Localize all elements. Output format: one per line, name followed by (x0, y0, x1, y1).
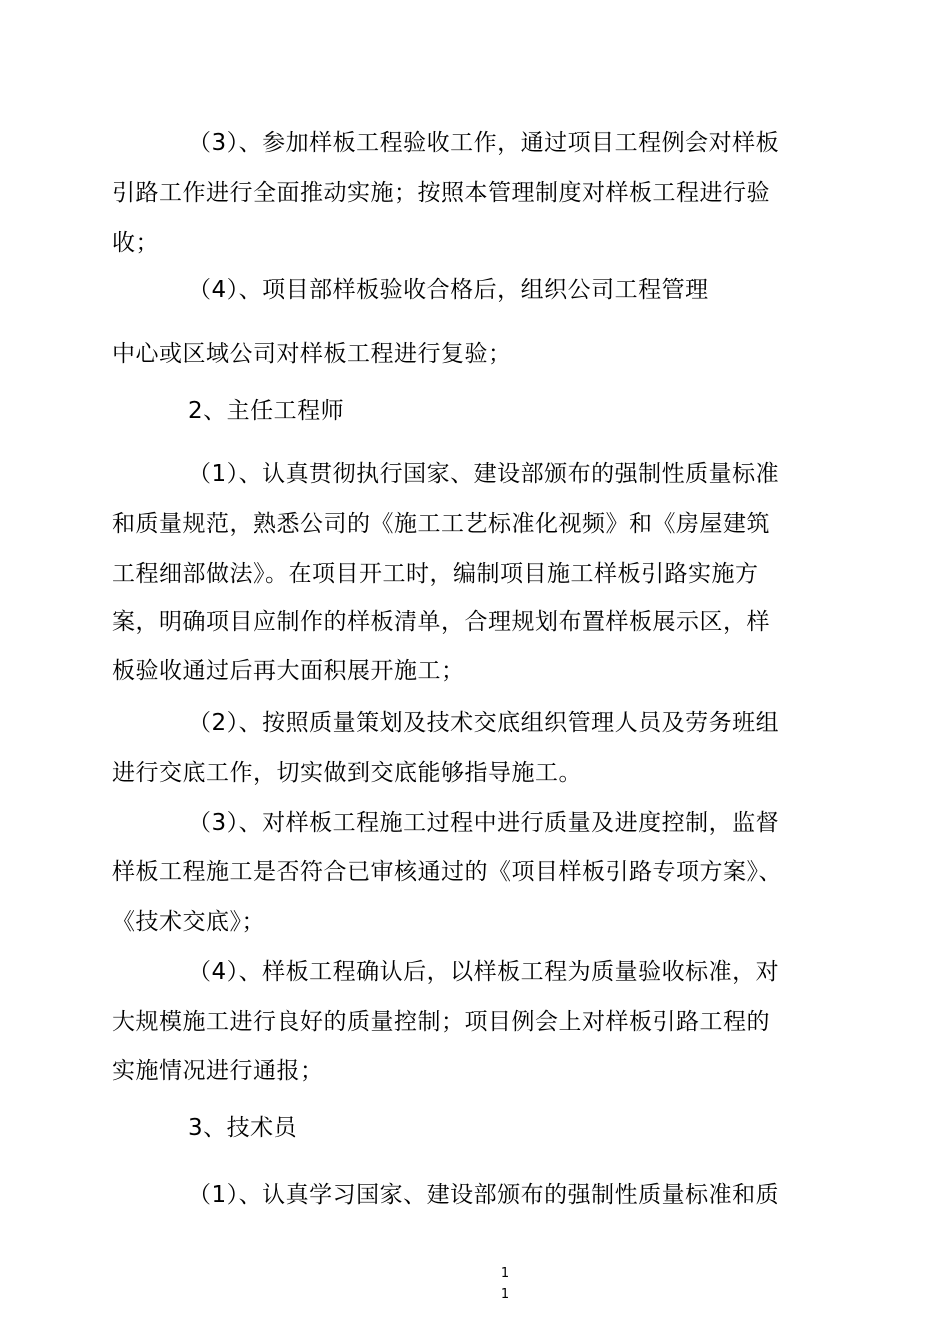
page-number: 1 (500, 1266, 510, 1281)
paragraph-line: 《技术交底》； (112, 909, 265, 935)
paragraph-line: 实施情况进行通报； (112, 1058, 324, 1084)
paragraph-line: 样板工程施工是否符合已审核通过的《项目样板引路专项方案》、 (112, 859, 782, 885)
paragraph-line: 引路工作进行全面推动实施；按照本管理制度对样板工程进行验 (112, 180, 770, 206)
paragraph-line: 中心或区域公司对样板工程进行复验； (112, 341, 512, 367)
paragraph-line: （4）、样板工程确认后，以样板工程为质量验收标准，对 (188, 959, 780, 985)
paragraph-line: （3）、参加样板工程验收工作，通过项目工程例会对样板 (188, 130, 780, 156)
paragraph-line: （1）、认真学习国家、建设部颁布的强制性质量标准和质 (188, 1182, 780, 1208)
section-heading: 2、主任工程师 (188, 398, 345, 424)
paragraph-line: 进行交底工作，切实做到交底能够指导施工。 (112, 760, 582, 786)
paragraph-line: 大规模施工进行良好的质量控制；项目例会上对样板引路工程的 (112, 1009, 770, 1035)
paragraph-line: 收； (112, 230, 159, 256)
page-number-total: 1 (500, 1287, 510, 1302)
paragraph-line: 工程细部做法》。在项目开工时，编制项目施工样板引路实施方 (112, 561, 759, 587)
paragraph-line: （3）、对样板工程施工过程中进行质量及进度控制，监督 (188, 810, 780, 836)
paragraph-line: 板验收通过后再大面积展开施工； (112, 658, 465, 684)
section-heading: 3、技术员 (188, 1115, 298, 1141)
paragraph-line: 和质量规范，熟悉公司的《施工工艺标准化视频》和《房屋建筑 (112, 511, 770, 537)
paragraph-line: （4）、项目部样板验收合格后，组织公司工程管理 (188, 277, 709, 303)
paragraph-line: 案，明确项目应制作的样板清单，合理规划布置样板展示区，样 (112, 609, 770, 635)
paragraph-line: （1）、认真贯彻执行国家、建设部颁布的强制性质量标准 (188, 461, 780, 487)
paragraph-line: （2）、按照质量策划及技术交底组织管理人员及劳务班组 (188, 710, 780, 736)
